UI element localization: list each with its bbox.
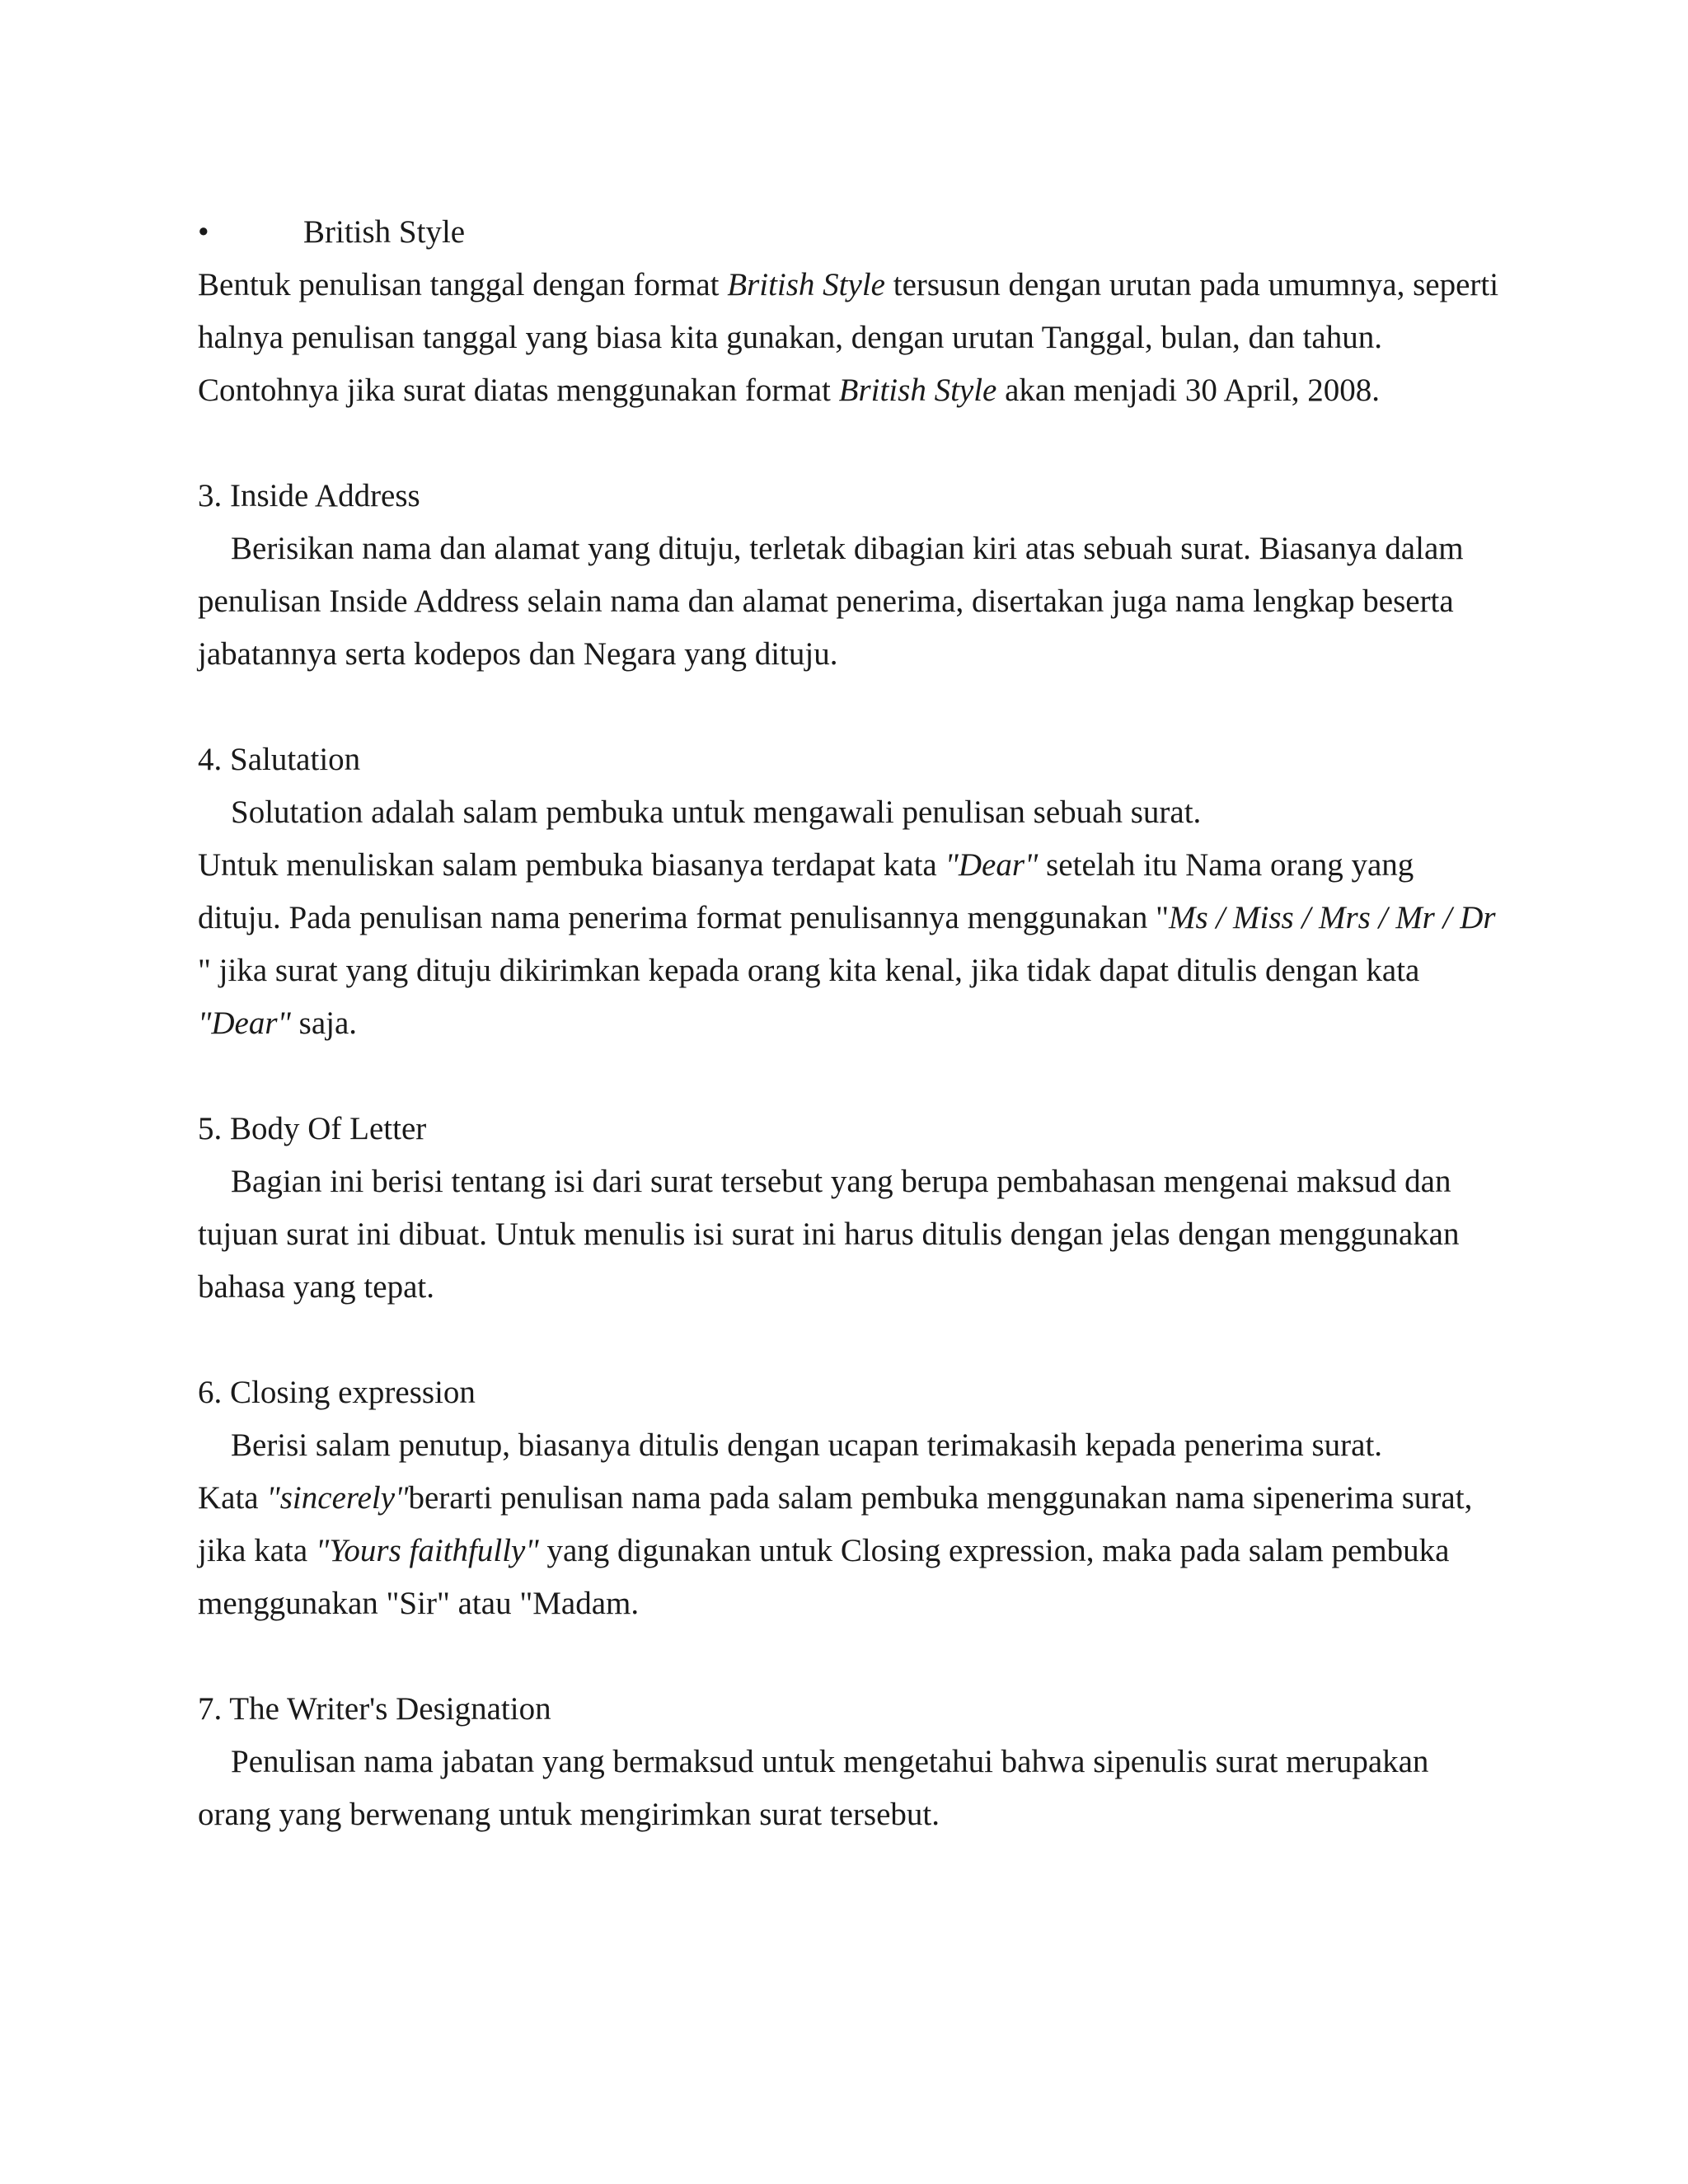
- salutation-heading: 4. Salutation: [198, 742, 361, 777]
- inside-address-paragraph: Berisikan nama dan alamat yang dituju, terletak dibagian kiri atas sebuah surat. Biasanya dalam penulisan Inside Address selain nama dan alamat penerima, disertakan juga nama lengkap beserta jabatannya serta kodepos dan Negara yang dituju.: [198, 531, 1464, 672]
- writers-designation-heading: 7. The Writer's Designation: [198, 1691, 551, 1727]
- british-style-heading: British Style: [303, 214, 466, 250]
- bullet-icon: •: [198, 214, 209, 250]
- closing-expression-line: Berisi salam penutup, biasanya ditulis dengan ucapan terimakasih kepada penerima surat.: [231, 1427, 1383, 1463]
- body-of-letter-paragraph: Bagian ini berisi tentang isi dari surat tersebut yang berupa pembahasan mengenai maksud dan tujuan surat ini dibuat. Untuk menulis isi surat ini harus ditulis dengan jelas dengan menggunakan bahasa yang tepat.: [198, 1164, 1460, 1305]
- closing-expression-heading: 6. Closing expression: [198, 1375, 476, 1410]
- document-page: [198, 206, 1500, 1841]
- salutation-paragraph: Untuk menuliskan salam pembuka biasanya terdapat kata "Dear" setelah itu Nama orang yang dituju. Pada penulisan nama penerima format penulisannya menggunakan "Ms / Miss / Mrs / Mr / Dr " jika surat yang dituju dikirimkan kepada orang kita kenal, jika tidak dapat ditulis dengan kata "Dear" saja.: [198, 847, 1496, 1041]
- body-of-letter-heading: 5. Body Of Letter: [198, 1111, 427, 1146]
- inside-address-heading: 3. Inside Address: [198, 478, 420, 513]
- bullet-item-british-style: [198, 206, 1500, 259]
- writers-designation-paragraph: Penulisan nama jabatan yang bermaksud untuk mengetahui bahwa sipenulis surat merupakan orang yang berwenang untuk mengirimkan surat tersebut.: [198, 1744, 1429, 1832]
- salutation-line: Solutation adalah salam pembuka untuk mengawali penulisan sebuah surat.: [231, 794, 1202, 830]
- closing-expression-paragraph: Kata "sincerely"berarti penulisan nama pada salam pembuka menggunakan nama sipenerima surat, jika kata "Yours faithfully" yang digunakan untuk Closing expression, maka pada salam pembuka menggunakan "Sir" atau "Madam.: [198, 1480, 1473, 1621]
- british-style-paragraph: Bentuk penulisan tanggal dengan format British Style tersusun dengan urutan pada umumnya, seperti halnya penulisan tanggal yang biasa kita gunakan, dengan urutan Tanggal, bulan, dan tahun. Contohnya jika surat diatas menggunakan format British Style akan menjadi 30 April, 2008.: [198, 267, 1499, 408]
